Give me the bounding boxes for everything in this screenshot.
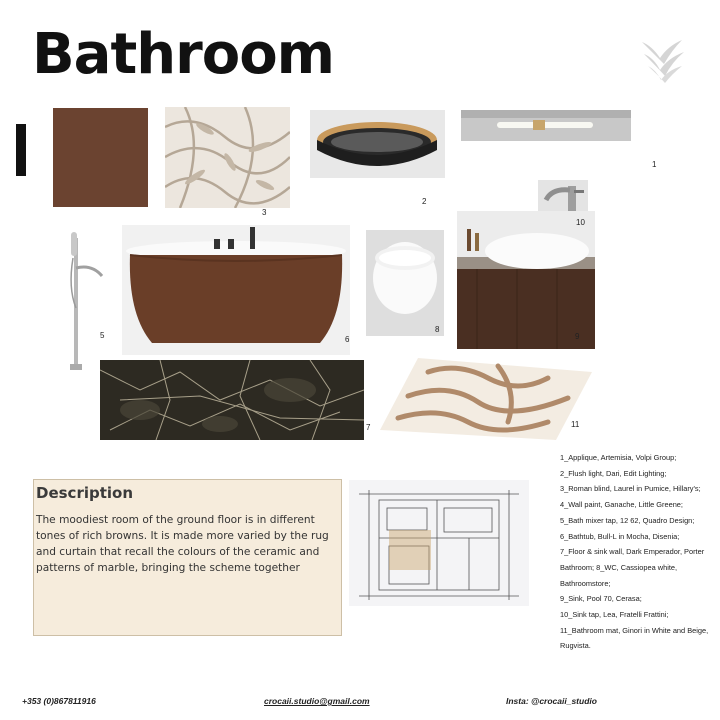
- list-item: 3_Roman blind, Laurel in Pumice, Hillary's;: [560, 484, 701, 494]
- materials-list: [560, 450, 710, 654]
- list-item: 2_Flush light, Dari, Edit Lighting;: [560, 468, 667, 478]
- item-number-11: 11: [571, 420, 580, 429]
- page-title: Bathroom: [32, 22, 335, 87]
- list-item: 9_Sink, Pool 70, Cerasa;: [560, 594, 642, 604]
- description-text: The moodiest room of the ground floor is in different tones of rich browns. It is made more varied by the rug and curtain that recall the colours of the ceramic and patterns of marble, bringing the scheme together: [36, 514, 329, 574]
- list-item: 11_Bathroom mat, Ginori in White and Beige, Rugvista.: [560, 625, 709, 651]
- list-item: 7_Floor & sink wall, Dark Emperador, Porter Bathroom; 8_WC, Cassiopea white, Bathroomstore;: [560, 547, 705, 588]
- studio-logo-icon: [638, 36, 688, 84]
- item-number-6: 6: [345, 335, 350, 344]
- footer-phone: +353 (0)867811916: [22, 696, 96, 706]
- item-number-10: 10: [576, 218, 585, 227]
- footer-email-link[interactable]: crocaii.studio@gmail.com: [264, 696, 370, 706]
- item-number-2: 2: [422, 197, 427, 206]
- sink-vanity-image: [457, 211, 595, 349]
- description-panel: [33, 479, 342, 636]
- list-item: 4_Wall paint, Ganache, Little Greene;: [560, 500, 683, 510]
- list-item: 6_Bathtub, Bull-L in Mocha, Disenia;: [560, 531, 680, 541]
- item-number-3: 3: [262, 208, 267, 217]
- wc-image: [366, 230, 444, 336]
- list-item: 10_Sink tap, Lea, Fratelli Frattini;: [560, 610, 669, 620]
- marble-sample-image: [100, 360, 364, 440]
- item-number-7: 7: [366, 423, 371, 432]
- item-number-9: 9: [575, 332, 580, 341]
- list-item: 5_Bath mixer tap, 12 62, Quadro Design;: [560, 515, 695, 525]
- item-number-1: 1: [652, 160, 657, 169]
- bath-mat-rug-image: [378, 352, 595, 442]
- flush-light-image: [310, 110, 445, 178]
- item-number-8: 8: [435, 325, 440, 334]
- item-number-5: 5: [100, 331, 105, 340]
- description-heading: Description: [36, 484, 134, 502]
- floor-plan-image: [349, 480, 529, 606]
- footer-instagram[interactable]: Insta: @crocaii_studio: [506, 696, 597, 706]
- bathtub-image: [122, 225, 350, 355]
- roman-blind-fabric-image: [165, 107, 290, 208]
- list-item: 1_Applique, Artemisia, Volpi Group;: [560, 453, 677, 462]
- wall-applique-image: [461, 110, 631, 141]
- bath-mixer-tap-image: [62, 228, 107, 370]
- wall-paint-swatch: [53, 108, 148, 207]
- accent-bar: [16, 124, 26, 176]
